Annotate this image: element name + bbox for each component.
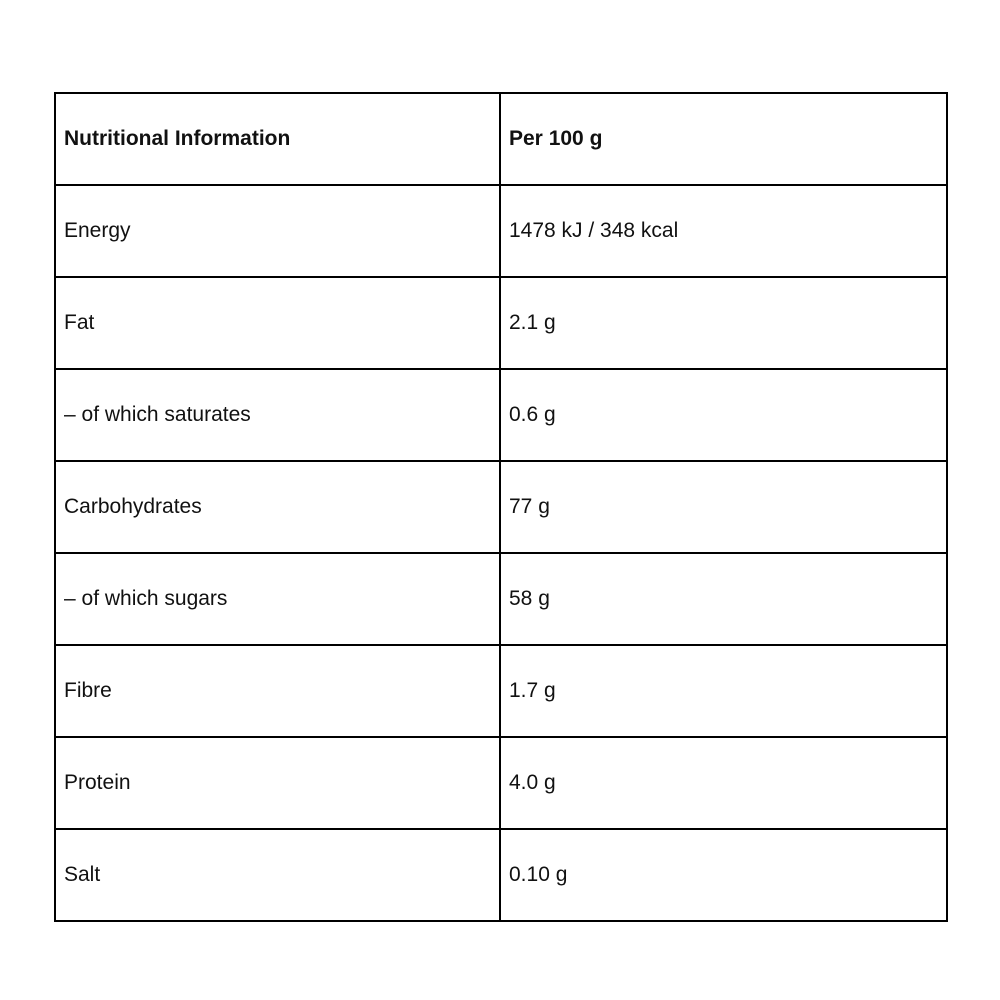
nutrient-value: 1478 kJ / 348 kcal (500, 185, 947, 277)
nutrient-name: Energy (55, 185, 500, 277)
header-per-100g: Per 100 g (500, 93, 947, 185)
table-row (55, 185, 947, 277)
nutrient-name: Carbohydrates (55, 461, 500, 553)
table-row (55, 277, 947, 369)
header-row (55, 93, 947, 185)
table-row (55, 369, 947, 461)
table-row (55, 461, 947, 553)
nutrient-value: 2.1 g (500, 277, 947, 369)
nutrient-value: 0.6 g (500, 369, 947, 461)
nutrient-value: 58 g (500, 553, 947, 645)
table-header (55, 93, 947, 185)
header-nutrient: Nutritional Information (55, 93, 500, 185)
nutrient-value: 77 g (500, 461, 947, 553)
nutrient-name: – of which sugars (55, 553, 500, 645)
nutrient-name: Salt (55, 829, 500, 921)
nutrient-value: 0.10 g (500, 829, 947, 921)
nutrient-name: Fat (55, 277, 500, 369)
table-row (55, 645, 947, 737)
nutrition-table (54, 92, 948, 922)
table-row (55, 829, 947, 921)
table-body (55, 185, 947, 921)
table-row (55, 737, 947, 829)
nutrient-value: 1.7 g (500, 645, 947, 737)
table-row (55, 553, 947, 645)
nutrient-name: Protein (55, 737, 500, 829)
nutrient-name: – of which saturates (55, 369, 500, 461)
nutrient-name: Fibre (55, 645, 500, 737)
nutrient-value: 4.0 g (500, 737, 947, 829)
